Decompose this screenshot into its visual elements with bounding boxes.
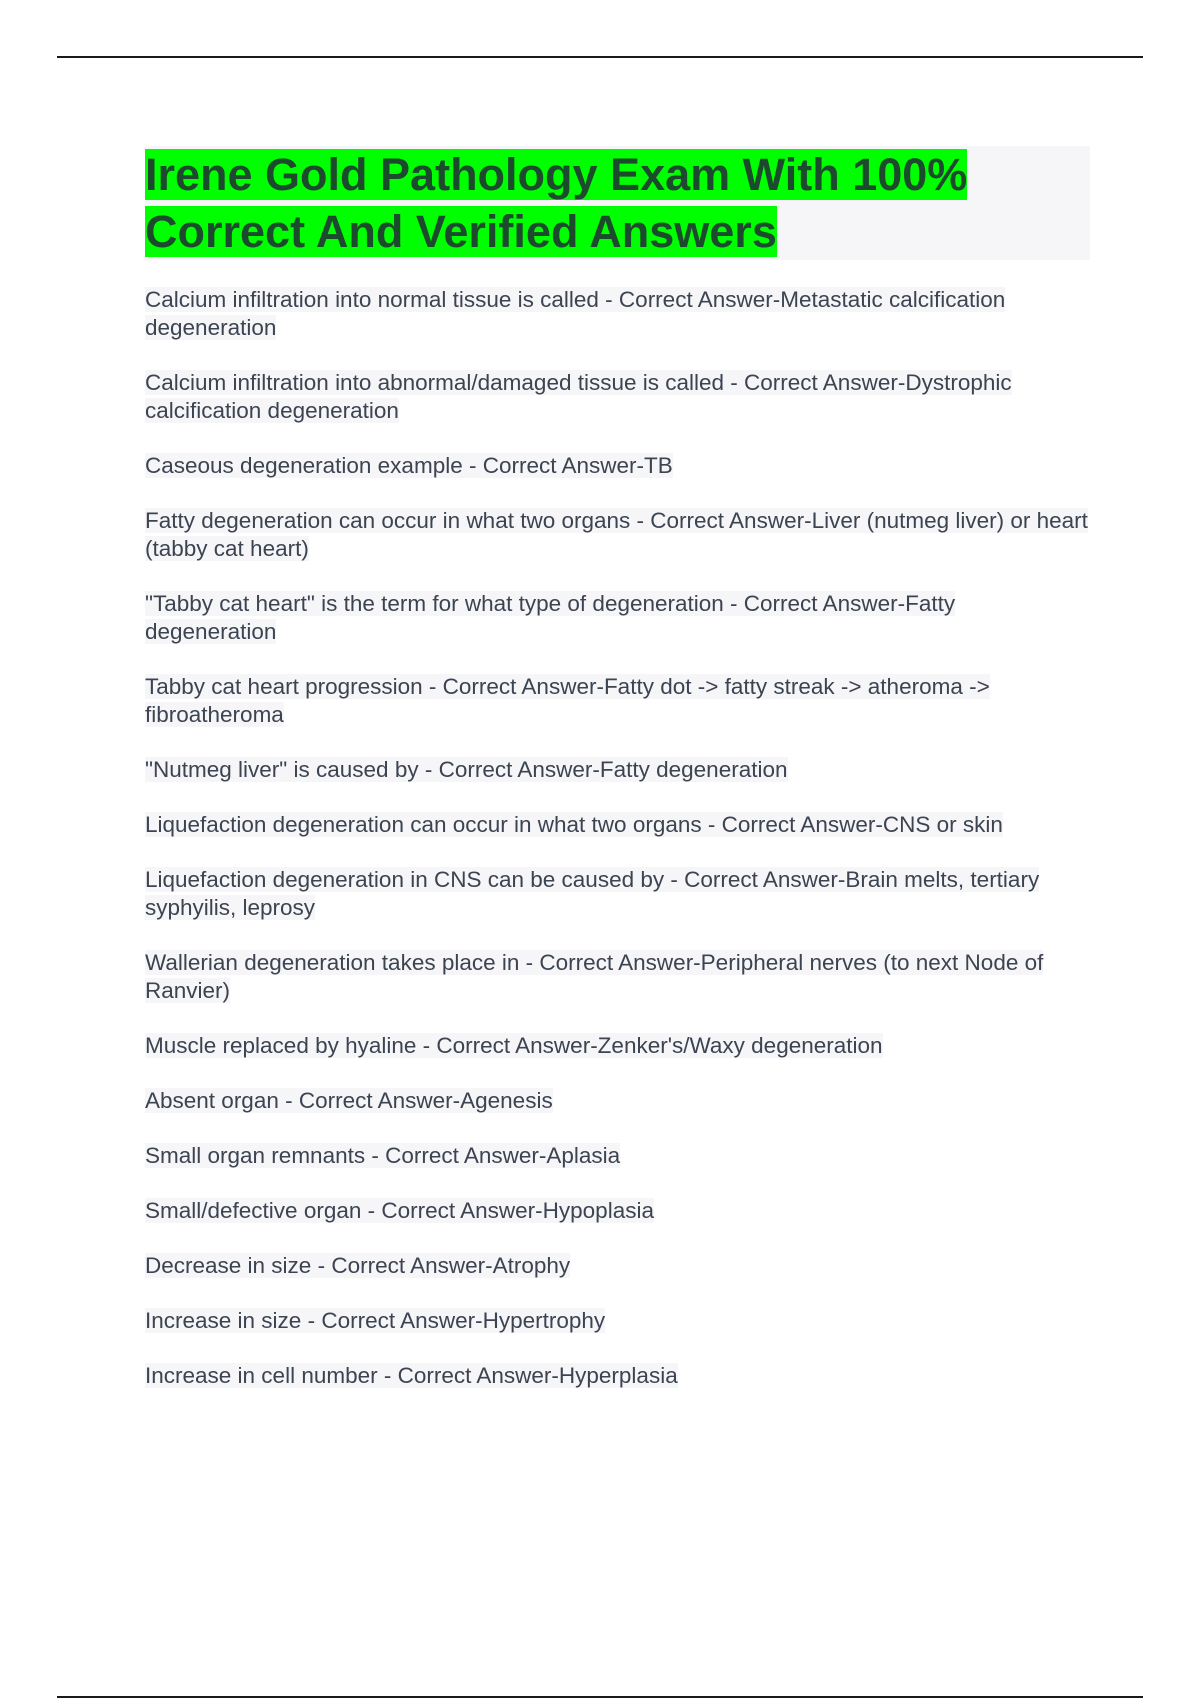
qa-item-text: Calcium infiltration into abnormal/damaged tissue is called - Correct Answer-Dystrophic calcification degeneration — [145, 370, 1012, 423]
qa-item-text: Small organ remnants - Correct Answer-Aplasia — [145, 1143, 621, 1168]
qa-list — [145, 286, 1090, 1390]
qa-item-text: Fatty degeneration can occur in what two organs - Correct Answer-Liver (nutmeg liver) or heart (tabby cat heart) — [145, 508, 1088, 561]
qa-item — [145, 286, 1090, 342]
qa-item — [145, 866, 1090, 922]
qa-item — [145, 1252, 1090, 1280]
qa-item — [145, 673, 1090, 729]
page-top-rule — [57, 56, 1143, 58]
qa-item — [145, 1307, 1090, 1335]
qa-item-text: "Tabby cat heart" is the term for what type of degeneration - Correct Answer-Fatty degeneration — [145, 591, 956, 644]
qa-item-text: Decrease in size - Correct Answer-Atrophy — [145, 1253, 571, 1278]
title-block — [145, 146, 1090, 260]
qa-item — [145, 507, 1090, 563]
qa-item — [145, 811, 1090, 839]
document-title-text: Irene Gold Pathology Exam With 100% Correct And Verified Answers — [145, 149, 968, 257]
document-body — [145, 146, 1090, 1417]
qa-item — [145, 590, 1090, 646]
qa-item-text: "Nutmeg liver" is caused by - Correct Answer-Fatty degeneration — [145, 757, 788, 782]
qa-item — [145, 949, 1090, 1005]
qa-item-text: Increase in cell number - Correct Answer-Hyperplasia — [145, 1363, 678, 1388]
qa-item — [145, 1032, 1090, 1060]
qa-item-text: Liquefaction degeneration can occur in what two organs - Correct Answer-CNS or skin — [145, 812, 1003, 837]
qa-item — [145, 1197, 1090, 1225]
qa-item-text: Muscle replaced by hyaline - Correct Answer-Zenker's/Waxy degeneration — [145, 1033, 883, 1058]
qa-item-text: Absent organ - Correct Answer-Agenesis — [145, 1088, 553, 1113]
qa-item — [145, 452, 1090, 480]
qa-item-text: Tabby cat heart progression - Correct Answer-Fatty dot -> fatty streak -> atheroma -> fibroatheroma — [145, 674, 990, 727]
qa-item — [145, 369, 1090, 425]
qa-item — [145, 1362, 1090, 1390]
qa-item-text: Wallerian degeneration takes place in - Correct Answer-Peripheral nerves (to next Node of Ranvier) — [145, 950, 1044, 1003]
document-title — [145, 146, 1090, 260]
qa-item — [145, 1142, 1090, 1170]
qa-item-text: Caseous degeneration example - Correct Answer-TB — [145, 453, 673, 478]
qa-item-text: Increase in size - Correct Answer-Hypertrophy — [145, 1308, 606, 1333]
qa-item — [145, 756, 1090, 784]
qa-item-text: Liquefaction degeneration in CNS can be caused by - Correct Answer-Brain melts, tertiary syphyilis, leprosy — [145, 867, 1040, 920]
qa-item-text: Calcium infiltration into normal tissue is called - Correct Answer-Metastatic calcification degeneration — [145, 287, 1006, 340]
qa-item-text: Small/defective organ - Correct Answer-Hypoplasia — [145, 1198, 654, 1223]
qa-item — [145, 1087, 1090, 1115]
page-bottom-rule — [57, 1696, 1143, 1698]
